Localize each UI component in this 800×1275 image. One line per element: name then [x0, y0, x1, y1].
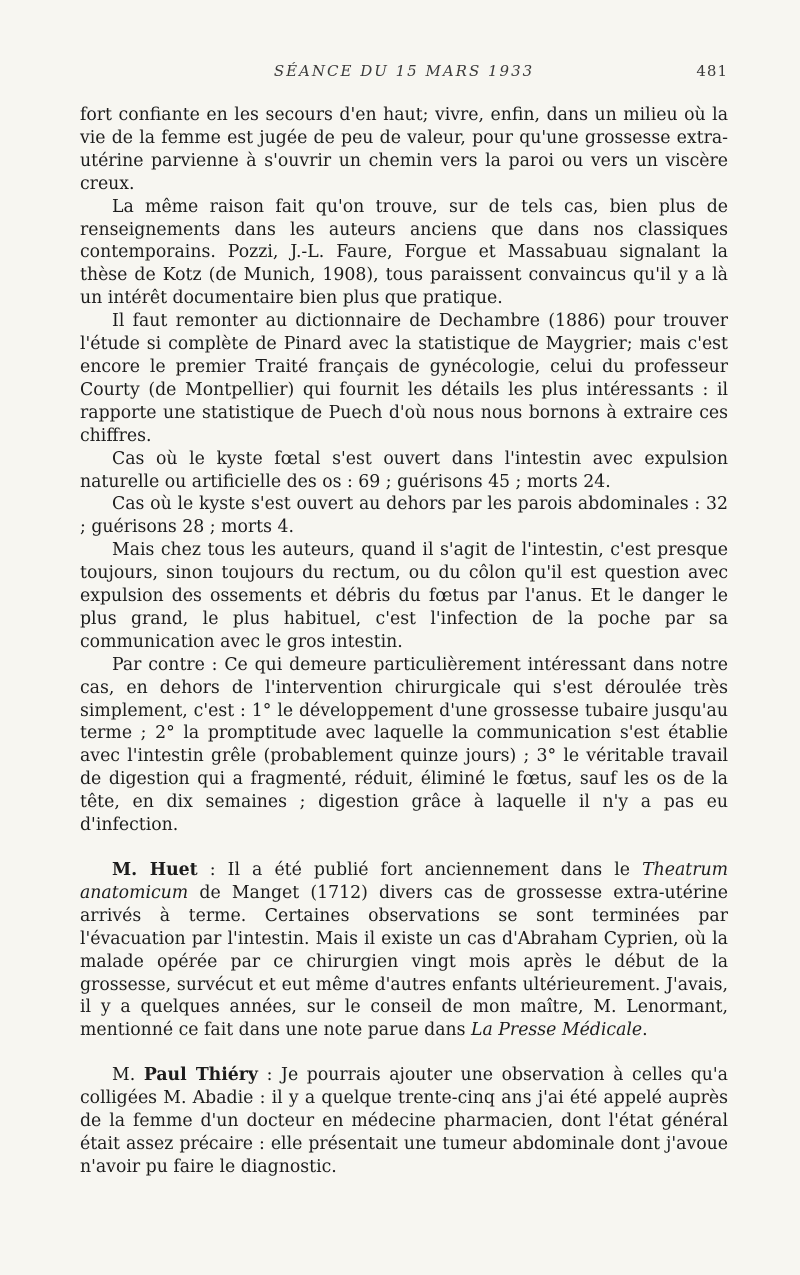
thiery-intervention	[80, 1064, 728, 1179]
book-title: Theatrum anatomicum	[80, 860, 728, 903]
intervention-text: .	[642, 1020, 648, 1041]
paragraph: Mais chez tous les auteurs, quand il s'agit de l'intestin, c'est presque toujours, sinon toujours du rectum, ou du côlon qu'il est question avec expulsion des ossements et débris du fœtus par l'anus. Et le danger le plus grand, le plus habituel, c'est l'infection de la poche par sa communication avec le gros intestin.	[80, 540, 728, 652]
speaker-name: M. Huet	[112, 860, 198, 880]
body-text	[80, 104, 728, 1179]
huet-intervention	[80, 859, 728, 1042]
paragraph: La même raison fait qu'on trouve, sur de tels cas, bien plus de renseignements dans les auteurs anciens que dans nos classiques contemporains. Pozzi, J.-L. Faure, Forgue et Massabuau signalant la thèse de Kotz (de Munich, 1908), tous paraissent convaincus qu'il y a là un intérêt documentaire bien plus que pratique.	[80, 196, 728, 309]
speaker-prefix: M.	[112, 1065, 144, 1086]
paragraph: fort confiante en les secours d'en haut; vivre, enfin, dans un milieu où la vie de la femme est jugée de peu de valeur, pour qu'une grossesse extra-utérine parvienne à s'ouvrir un chemin vers la paroi ou vers un viscère creux.	[80, 105, 728, 194]
journal-title: La Presse Médicale	[471, 1020, 643, 1041]
running-head: SÉANCE DU 15 MARS 1933	[273, 62, 535, 80]
intervention-text: de Manget (1712) divers cas de grossesse extra-utérine arrivés à terme. Certaines observations se sont terminées par l'évacuation par l'intestin. Mais il existe un cas d'Abraham Cyprien, où la malade opérée par ce chirurgien vingt mois après le début de la grossesse, survécut et eut même d'autres enfants ultérieurement. J'avais, il y a quelques années, sur le conseil de mon maître, M. Lenormant, mentionné ce fait dans une note parue dans	[80, 882, 728, 1041]
intervention-text: : Il a été publié fort anciennement dans le	[197, 860, 643, 880]
paragraph: Cas où le kyste fœtal s'est ouvert dans l'intestin avec expulsion naturelle ou artificielle des os : 69 ; guérisons 45 ; morts 24.	[80, 448, 728, 492]
speaker-name: Paul Thiéry	[143, 1065, 258, 1086]
page-header	[80, 62, 728, 86]
paragraph: Cas où le kyste s'est ouvert au dehors par les parois abdominales : 32 ; guérisons 28 ; morts 4.	[80, 494, 728, 538]
document-page	[80, 0, 728, 1275]
page-number: 481	[696, 62, 728, 80]
paragraph: Par contre : Ce qui demeure particulièrement intéressant dans notre cas, en dehors de l'intervention chirurgicale qui s'est déroulée très simplement, c'est : 1° le développement d'une grossesse tubaire jusqu'au terme ; 2° la promptitude avec laquelle la communication s'est établie avec l'intestin grêle (probablement quinze jours) ; 3° le véritable travail de digestion qui a fragmenté, réduit, éliminé le fœtus, sauf les os de la tête, en dix semaines ; digestion grâce à laquelle il n'y a pas eu d'infection.	[80, 654, 728, 836]
intervention-text: : Je pourrais ajouter une observation à celles qu'a colligées M. Abadie : il y a quelque trente-cinq ans j'ai été appelé auprès de la femme d'un docteur en médecine pharmacien, dont l'état général était assez précaire : elle présentait une tumeur abdominale dont j'avoue n'avoir pu faire le diagnostic.	[80, 1065, 728, 1177]
paragraph: Il faut remonter au dictionnaire de Dechambre (1886) pour trouver l'étude si complète de Pinard avec la statistique de Maygrier; mais c'est encore le premier Traité français de gynécologie, celui du professeur Courty (de Montpellier) qui fournit les détails les plus intéressants : il rapporte une statistique de Puech d'où nous nous bornons à extraire ces chiffres.	[80, 311, 728, 446]
